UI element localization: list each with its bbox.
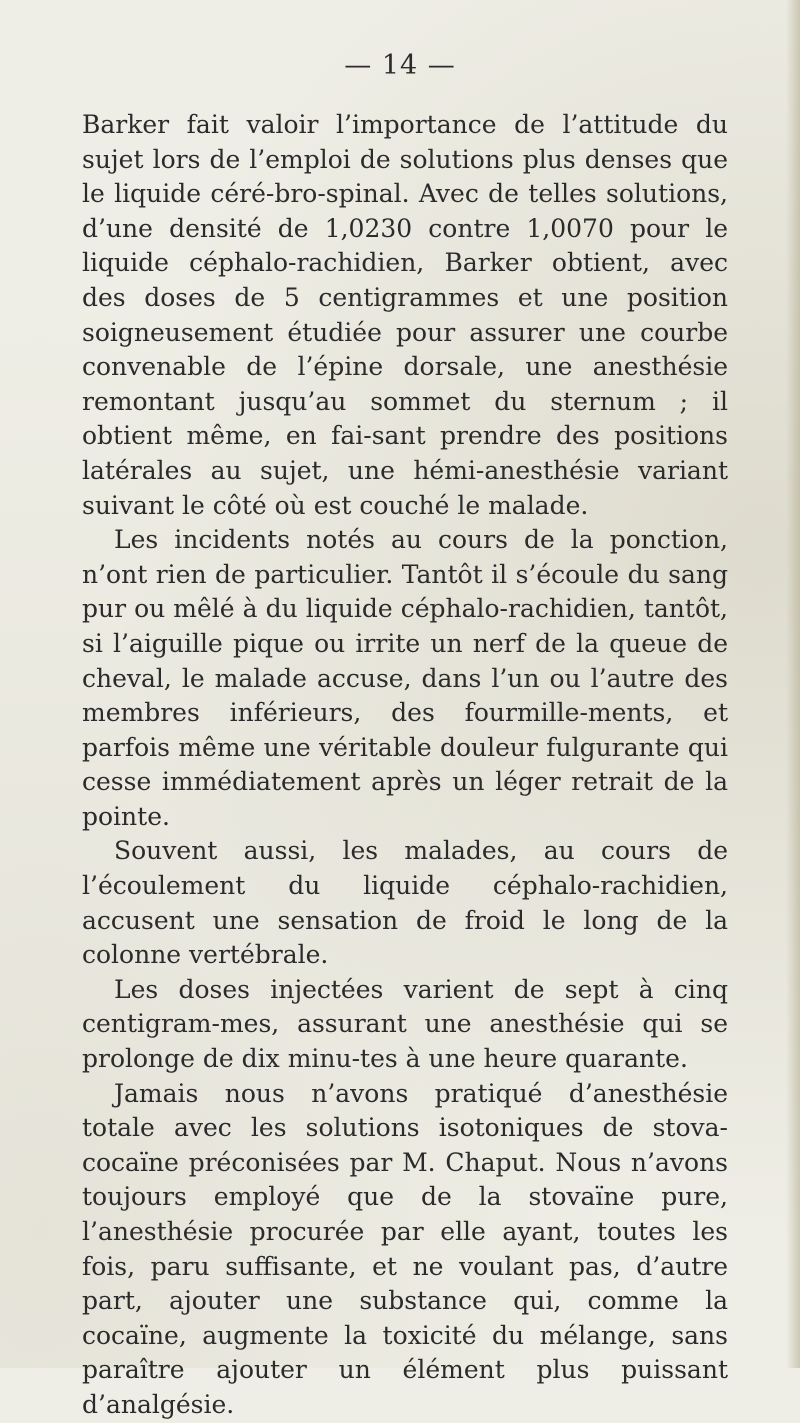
- body-text: [82, 108, 728, 1423]
- paragraph-froid: Souvent aussi, les malades, au cours de l’écoulement du liquide céphalo-rachidien, accusent une sensation de froid le long de la colonne vertébrale.: [82, 836, 728, 970]
- paragraph-stovaine: Jamais nous n’avons pratiqué d’anesthésie totale avec les solutions isotoniques de stova-cocaïne préconisées par M. Chaput. Nous n’avons toujours employé que de la stovaïne pure, l’anesthésie procurée par elle ayant, toutes les fois, paru suffisante, et ne voulant pas, d’autre part, ajouter une substance qui, comme la cocaïne, augmente la toxicité du mélange, sans paraître ajouter un élément plus puissant d’analgésie.: [82, 1078, 728, 1419]
- paragraph-incidents: Les incidents notés au cours de la ponction, n’ont rien de particulier. Tantôt il s’écoule du sang pur ou mêlé à du liquide céphalo-rachidien, tantôt, si l’aiguille pique ou irrite un nerf de la queue de cheval, le malade accuse, dans l’un ou l’autre des membres inférieurs, des fourmille-ments, et parfois même une véritable douleur fulgurante qui cesse immédiatement après un léger retrait de la pointe.: [82, 525, 728, 831]
- paragraph-barker: Barker fait valoir l’importance de l’attitude du sujet lors de l’emploi de solutions plus denses que le liquide céré-bro-spinal. Avec de telles solutions, d’une densité de 1,0230 contre 1,0070 pour le liquide céphalo-rachidien, Barker obtient, avec des doses de 5 centigrammes et une position soigneusement étudiée pour assurer une courbe convenable de l’épine dorsale, une anesthésie remontant jusqu’au sommet du sternum ; il obtient même, en fai-sant prendre des positions latérales au sujet, une hémi-anesthésie variant suivant le côté où est couché le malade.: [82, 110, 728, 520]
- paragraph-doses: Les doses injectées varient de sept à cinq centigram-mes, assurant une anesthésie qui se prolonge de dix minu-tes à une heure quarante.: [82, 974, 728, 1074]
- page-number: — 14 —: [344, 50, 456, 81]
- page-edge-shadow: [786, 0, 800, 1368]
